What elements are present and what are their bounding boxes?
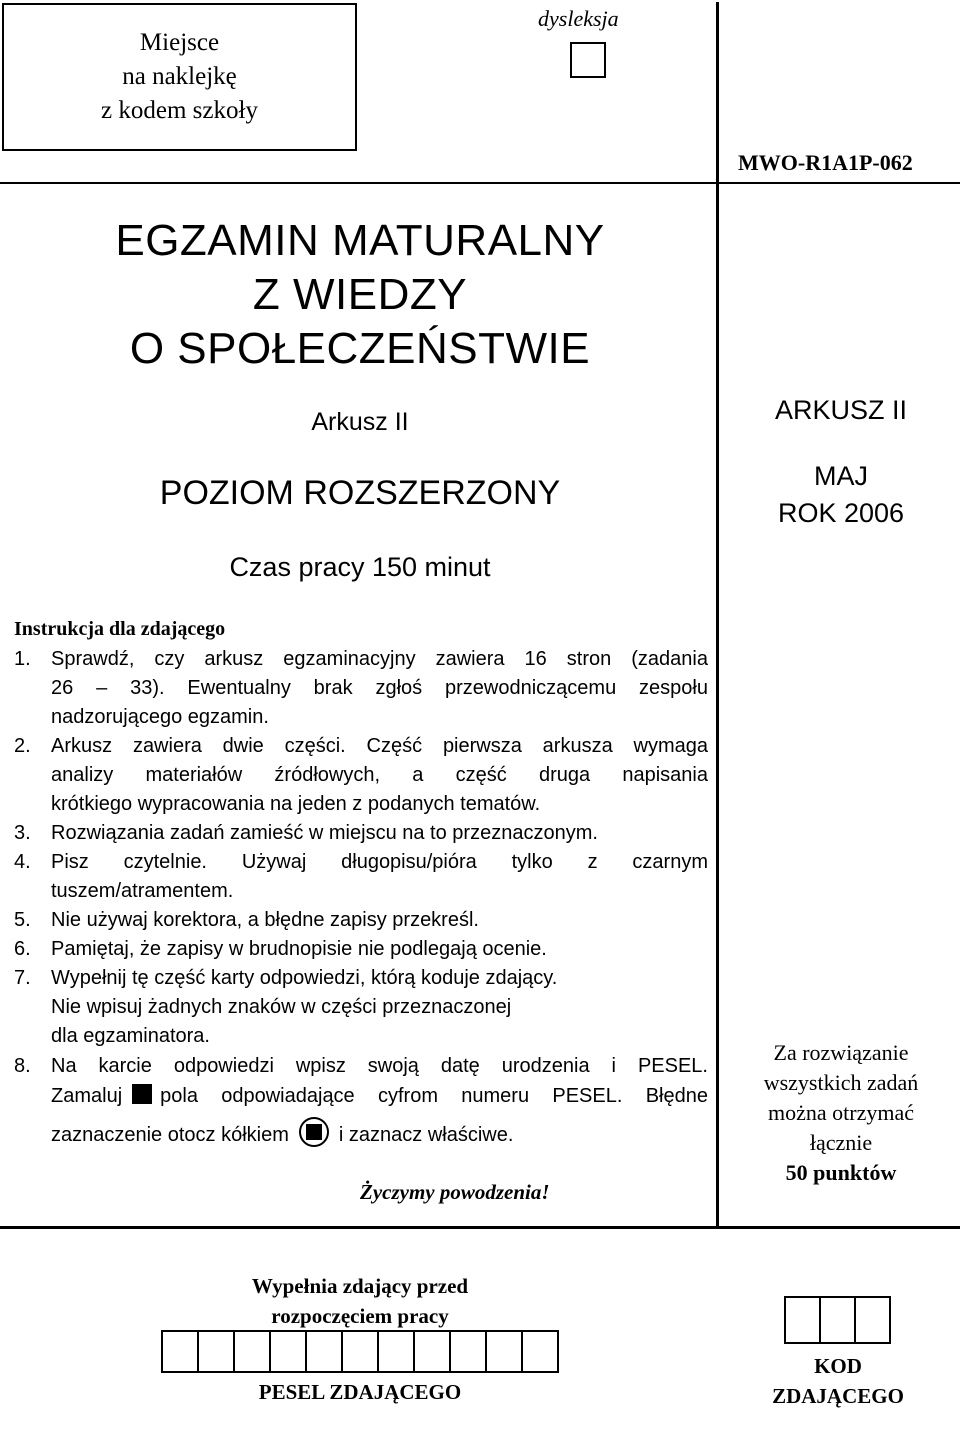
instruction-item-3 [14, 819, 708, 849]
item-number: 5. [14, 909, 31, 931]
item-line: Rozwiązania zadań zamieść w miejscu na to przeznaczonym. [51, 822, 598, 844]
item-number: 3. [14, 822, 31, 844]
right-column-divider [716, 2, 719, 1227]
sticker-line-2: na naklejkę [122, 63, 237, 90]
top-right-divider [0, 182, 960, 184]
instruction-item-1 [14, 645, 708, 735]
points-line-3: można otrzymać [768, 1100, 914, 1125]
item-line: Nie używaj korektora, a błędne zapisy przekreśl. [51, 909, 479, 931]
instruction-item-2 [14, 732, 708, 822]
item-line: Pamiętaj, że zapisy w brudnopisie nie podlegają ocenie. [51, 938, 547, 960]
student-code-label [740, 1351, 936, 1411]
item-line-part: Zamaluj [51, 1085, 123, 1107]
item-line: 26 – 33). Ewentualny brak zgłoś przewodniczącemu zespołu [51, 677, 708, 699]
points-line-1: Za rozwiązanie [773, 1040, 909, 1065]
pesel-header-line-2: rozpoczęciem pracy [271, 1304, 449, 1328]
item-line: krótkiego wypracowania na jeden z podanych tematów. [51, 793, 541, 815]
student-code-label-line-2: ZDAJĄCEGO [772, 1384, 904, 1408]
dyslexia-label: dysleksja [538, 6, 619, 31]
points-info [722, 1038, 960, 1188]
item-line-part: pola odpowiadające cyfrom numeru PESEL. Błędne [160, 1085, 708, 1107]
right-sheet-label: ARKUSZ II [774, 395, 908, 425]
circled-square-icon [299, 1117, 329, 1147]
instruction-item-7 [14, 964, 708, 1054]
pesel-digit-cell[interactable] [197, 1330, 235, 1373]
item-line: Na karcie odpowiedzi wpisz swoją datę urodzenia i PESEL. [51, 1055, 708, 1077]
item-line: dla egzaminatora. [51, 1025, 210, 1047]
item-number: 4. [14, 851, 31, 873]
pesel-digit-cell[interactable] [161, 1330, 199, 1373]
item-number: 7. [14, 967, 31, 989]
item-line: Wypełnij tę część karty odpowiedzi, którą koduje zdający. [51, 967, 558, 989]
item-line: Pisz czytelnie. Używaj długopisu/pióra tylko z czarnym [51, 851, 708, 873]
pesel-digit-cell[interactable] [449, 1330, 487, 1373]
pesel-digit-cell[interactable] [377, 1330, 415, 1373]
pesel-digit-cell[interactable] [341, 1330, 379, 1373]
item-line: analizy materiałów źródłowych, a część druga napisania [51, 764, 708, 786]
student-code-label-line-1: KOD [814, 1354, 862, 1378]
points-line-2: wszystkich zadań [763, 1070, 919, 1095]
pesel-header [160, 1271, 560, 1331]
instruction-item-4 [14, 848, 708, 908]
instruction-item-8 [14, 1052, 708, 1152]
sticker-line-3: z kodem szkoły [101, 97, 258, 124]
sticker-line-1: Miejsce [139, 29, 220, 56]
filled-square-icon [132, 1084, 152, 1104]
duration-label: Czas pracy 150 minut [229, 552, 491, 582]
item-line-part: i zaznacz właściwe. [338, 1123, 514, 1146]
item-line: Arkusz zawiera dwie części. Część pierwsza arkusza wymaga [51, 735, 708, 757]
level-label: POZIOM ROZSZERZONY [159, 474, 561, 512]
student-code-digit-cell[interactable] [784, 1296, 821, 1344]
item-number: 8. [14, 1055, 31, 1077]
good-luck-text: Życzymy powodzenia! [360, 1180, 550, 1204]
student-code-input-grid[interactable] [784, 1296, 891, 1344]
pesel-input-grid[interactable] [161, 1330, 557, 1373]
points-line-4: łącznie [809, 1130, 873, 1155]
exam-code: MWO-R1A1P-062 [738, 150, 913, 175]
sheet-label: Arkusz II [311, 408, 409, 436]
exam-title-line-1: EGZAMIN MATURALNY [115, 216, 605, 265]
pesel-label: PESEL ZDAJĄCEGO [258, 1380, 462, 1404]
item-line: nadzorującego egzamin. [51, 706, 269, 728]
dyslexia-checkbox[interactable] [570, 42, 606, 78]
instructions-heading: Instrukcja dla zdającego [14, 618, 226, 640]
pesel-digit-cell[interactable] [521, 1330, 559, 1373]
exam-title-line-3: O SPOŁECZEŃSTWIE [129, 324, 591, 373]
instruction-item-6 [14, 935, 708, 965]
year-label: ROK 2006 [777, 498, 905, 528]
pesel-digit-cell[interactable] [485, 1330, 523, 1373]
item-number: 2. [14, 735, 31, 757]
month-label: MAJ [814, 461, 868, 491]
student-code-digit-cell[interactable] [819, 1296, 856, 1344]
instruction-item-5 [14, 906, 708, 936]
school-code-sticker-area [2, 3, 357, 151]
exam-title-line-2: Z WIEDZY [252, 270, 468, 319]
pesel-digit-cell[interactable] [413, 1330, 451, 1373]
item-line: tuszem/atramentem. [51, 880, 234, 902]
points-total: 50 punktów [785, 1160, 897, 1185]
item-line: Nie wpisuj żadnych znaków w części przeznaczonej [51, 996, 512, 1018]
item-line-part: zaznaczenie otocz kółkiem [51, 1123, 289, 1146]
pesel-digit-cell[interactable] [233, 1330, 271, 1373]
bottom-section-divider [0, 1226, 960, 1229]
item-number: 1. [14, 648, 31, 670]
pesel-digit-cell[interactable] [305, 1330, 343, 1373]
item-number: 6. [14, 938, 31, 960]
pesel-digit-cell[interactable] [269, 1330, 307, 1373]
item-line: Sprawdź, czy arkusz egzaminacyjny zawiera 16 stron (zadania [51, 648, 708, 670]
student-code-digit-cell[interactable] [854, 1296, 891, 1344]
pesel-header-line-1: Wypełnia zdający przed [251, 1274, 469, 1298]
